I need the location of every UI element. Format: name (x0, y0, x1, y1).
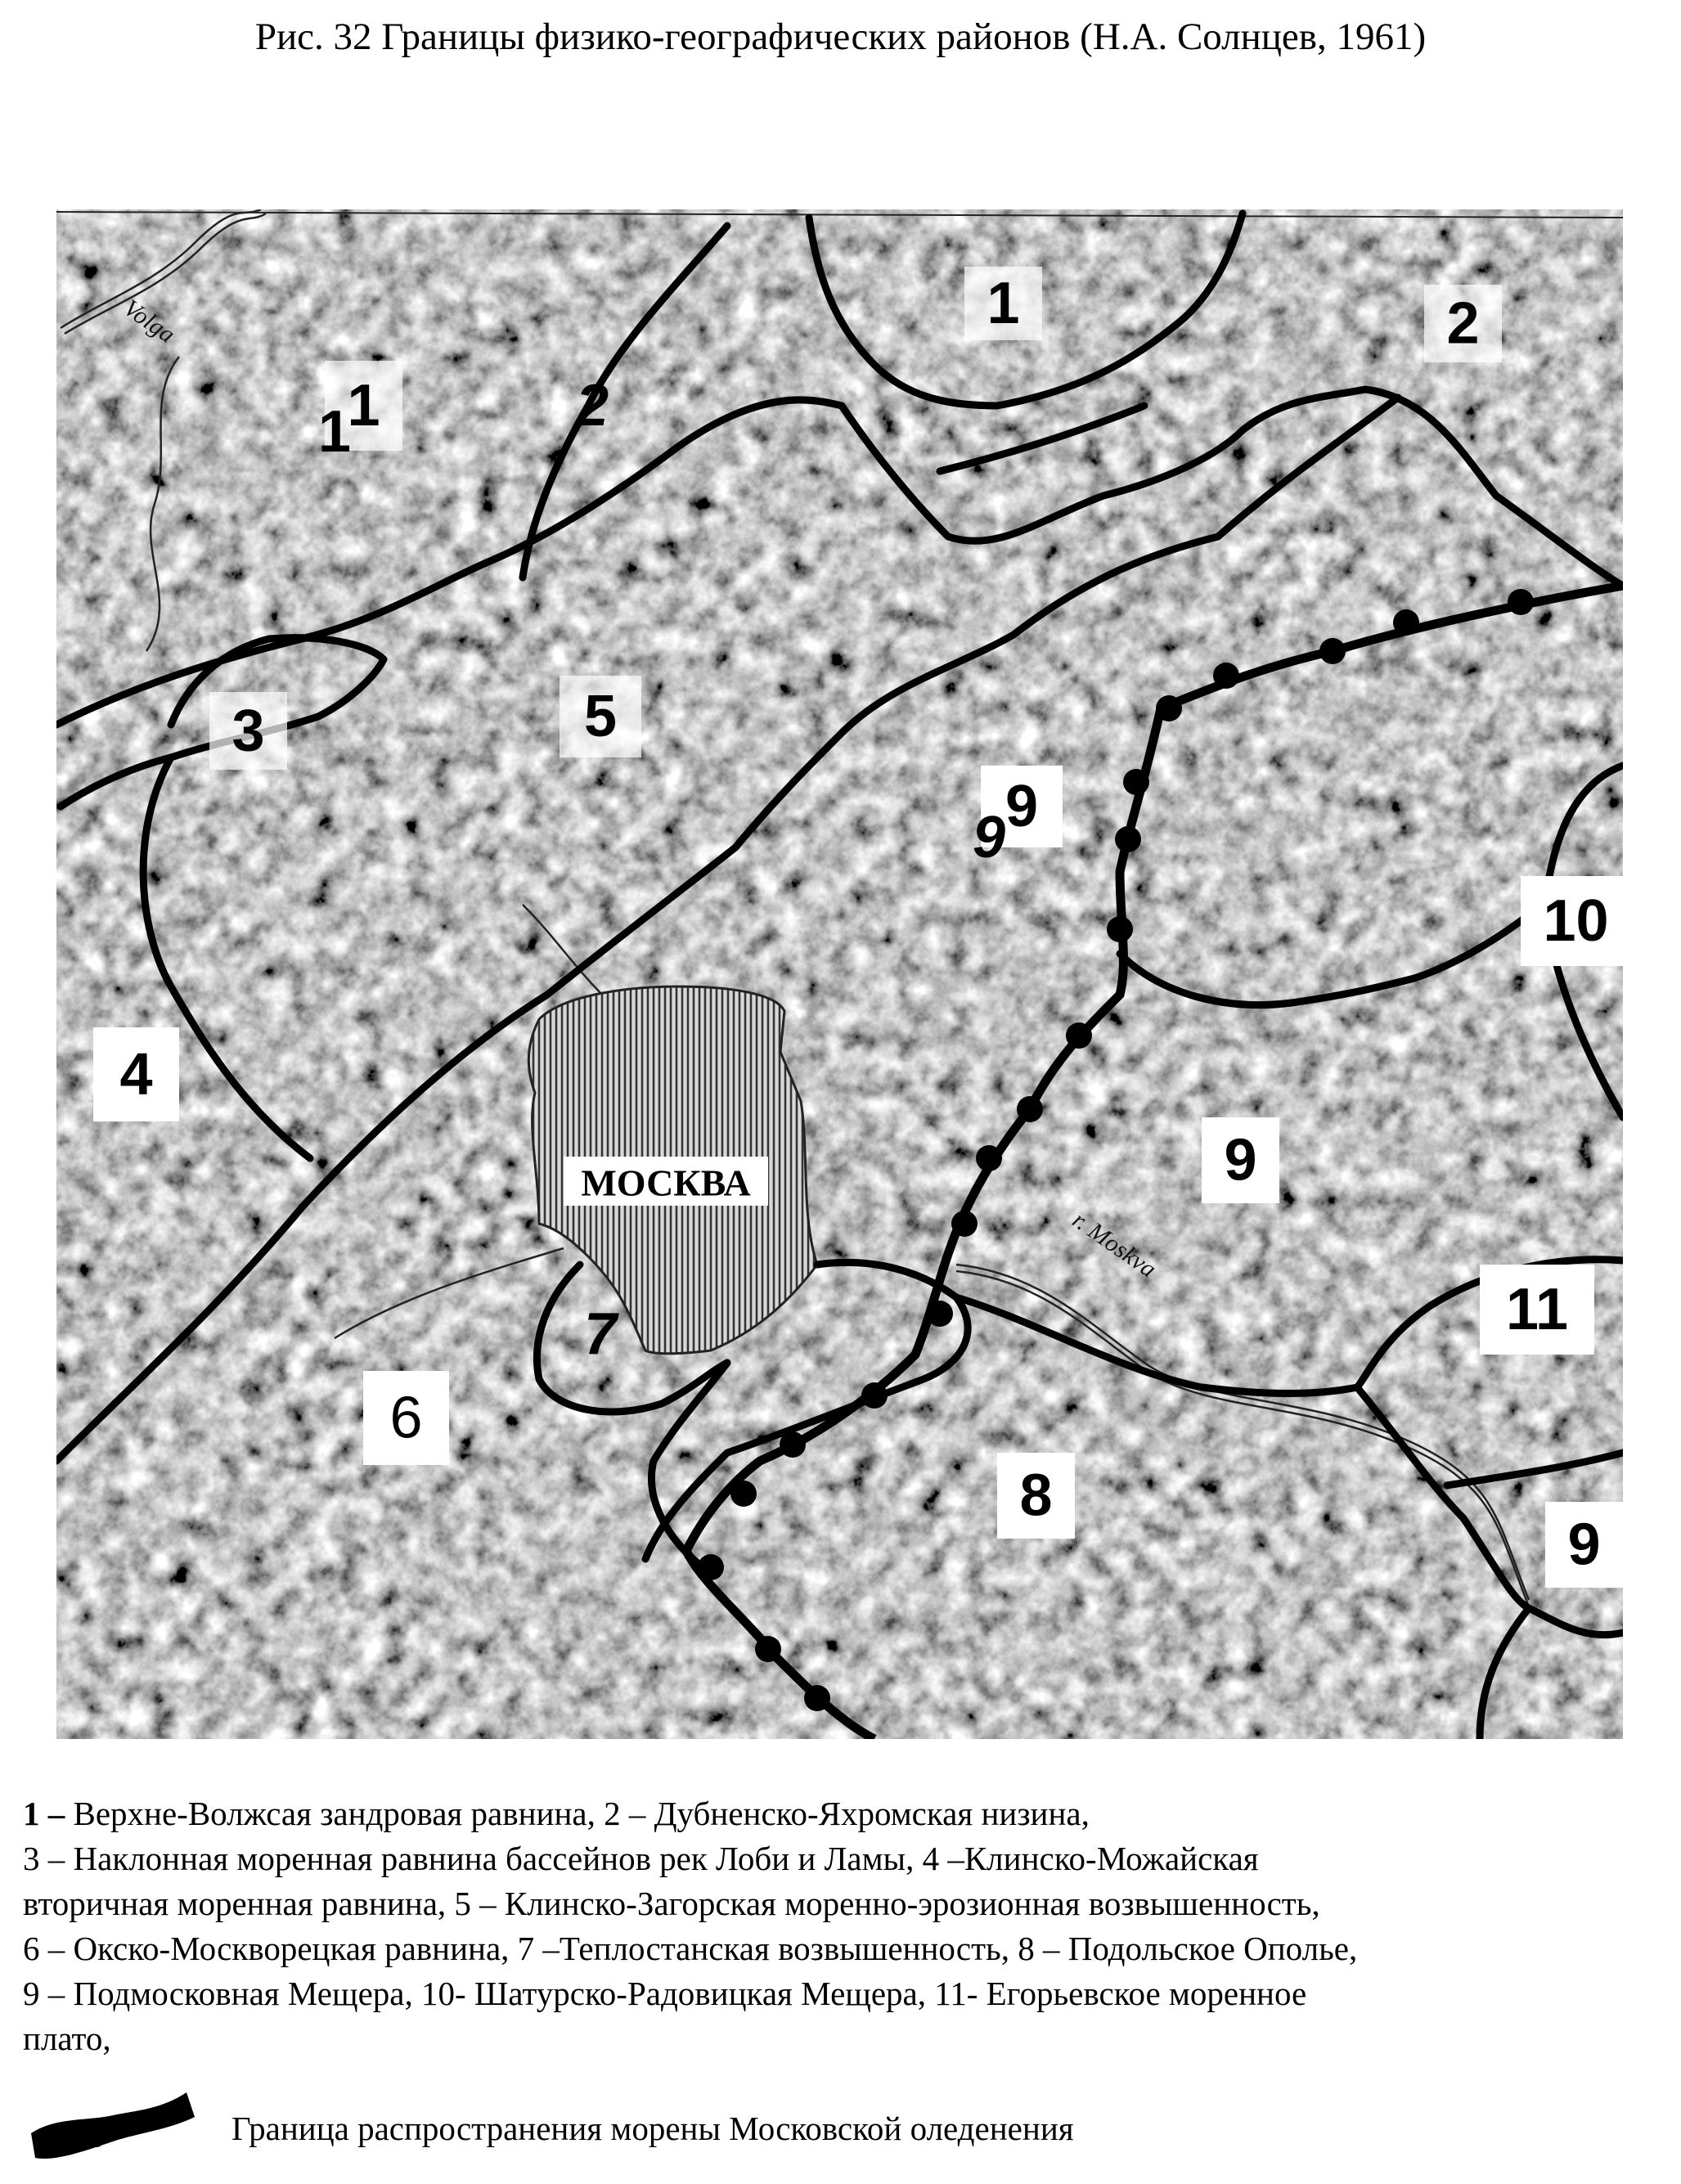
region-label-text: 9 (1005, 774, 1039, 839)
moraine-boundary-legend (23, 2084, 1659, 2166)
region-label-8 (997, 1453, 1075, 1539)
region-label-2 (1424, 285, 1502, 362)
region-label-7 (584, 1301, 619, 1367)
region-label-1 (964, 267, 1042, 340)
region-label-text: 5 (583, 684, 618, 749)
region-label-3 (209, 692, 287, 770)
region-label-text: 4 (119, 1041, 153, 1108)
region-label-text: 7 (583, 1301, 618, 1367)
region-label-5 (560, 676, 641, 757)
region-label-text: 8 (1019, 1463, 1053, 1529)
region-label-9 (1202, 1117, 1279, 1203)
region-label-text: 11 (1505, 1277, 1569, 1342)
region-label-2 (574, 373, 609, 438)
moraine-boundary-symbol (23, 2084, 203, 2174)
legend-line-5: 9 – Подмосковная Мещера, 10- Шатурско-Радовицкая Мещера, 11- Егорьевское моренное (23, 1975, 1307, 2012)
region-label-11 (1480, 1265, 1594, 1355)
region-label-text: 6 (389, 1385, 423, 1451)
region-label-text: 10 (1543, 888, 1609, 954)
legend (23, 1791, 1667, 2061)
region-label-text: 1 (987, 271, 1020, 336)
legend-line-3: вторичная моренная равнина, 5 – Клинско-Загорская моренно-эрозионная возвышенность, (23, 1885, 1320, 1922)
region-label-4 (93, 1027, 179, 1121)
region-label-text: 9 (1567, 1512, 1601, 1578)
legend-line-1: 1 – Верхне-Волжсая зандровая равнина, 2 – Дубненско-Яхромская низина, (23, 1795, 1090, 1832)
region-label-text: 9 (972, 805, 1006, 870)
legend-line-4: 6 – Окско-Москворецкая равнина, 7 –Теплостанская возвышенность, 8 – Подольское Ополье, (23, 1930, 1358, 1967)
region-label-text: 2 (575, 373, 609, 438)
region-label-1 (318, 399, 351, 465)
region-label-10 (1521, 876, 1623, 966)
region-map (56, 209, 1623, 1739)
region-label-text: 9 (1224, 1127, 1257, 1193)
region-label-text: 1 (317, 399, 352, 465)
region-label-text: 3 (231, 698, 265, 764)
legend-line-2: 3 – Наклонная моренная равнина бассейнов рек Лоби и Ламы, 4 –Клинско-Можайская (23, 1840, 1259, 1877)
region-label-9 (973, 805, 1005, 870)
moscow-label: МОСКВА (581, 1162, 751, 1204)
region-label-text: 1 (347, 373, 380, 438)
map-background (56, 209, 1623, 1739)
volga-label: Volga (118, 294, 180, 348)
region-label-6 (363, 1371, 449, 1465)
region-label-9 (1545, 1502, 1623, 1588)
moskva-river-label: r. Moskva (1067, 1206, 1162, 1283)
legend-line-6: плато, (23, 2020, 111, 2057)
figure-title: Рис. 32 Границы физико-географических районов (Н.А. Солнцев, 1961) (254, 16, 1427, 58)
region-label-text: 2 (1446, 290, 1480, 357)
moraine-boundary-label: Граница распространения морены Московской оледенения (231, 2110, 1074, 2147)
